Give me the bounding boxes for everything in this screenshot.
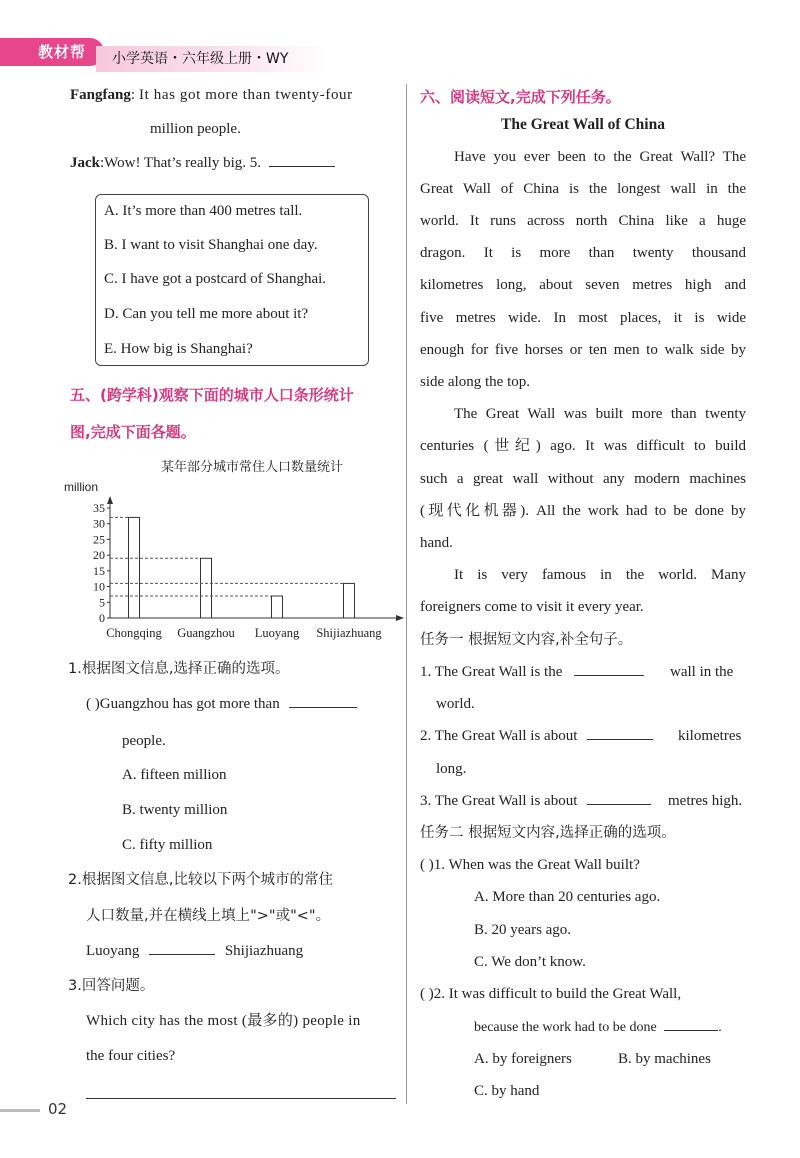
chart-bar-chongqing — [129, 517, 140, 618]
task1-s3 — [420, 790, 657, 812]
section6-heading: 六、阅读短文,完成下列任务。 — [420, 88, 621, 106]
jack-text: Wow! That’s really big. 5. — [104, 155, 261, 171]
speaker-jack: Jack — [70, 155, 100, 171]
chart-y-tick-label: 20 — [93, 548, 105, 563]
q2-line2: 人口数量,并在横线上填上">"或"<"。 — [86, 908, 331, 924]
task2-q1 — [420, 854, 640, 876]
q1-text: Guangzhou has got more than — [99, 696, 280, 712]
task1-s3-text: 3. The Great Wall is about — [420, 793, 578, 809]
task1-s2-text: 2. The Great Wall is about — [420, 728, 578, 744]
q2-line1: 2.根据图文信息,比较以下两个城市的常住 — [68, 872, 333, 888]
passage-line-8: side along the top. — [420, 374, 530, 390]
chart-y-tick-label: 30 — [93, 516, 105, 531]
q3-stem: 3.回答问题。 — [68, 978, 155, 994]
passage-line-15: foreigners come to visit it every year. — [420, 599, 644, 615]
option-a: A. It’s more than 400 metres tall. — [104, 203, 303, 219]
passage-line-14: It is very famous in the world. Many — [454, 567, 746, 583]
task2-q1-option-b: B. 20 years ago. — [474, 922, 572, 938]
chart-bar-luoyang — [272, 596, 283, 618]
task1-s3-text-b: metres high. — [668, 793, 743, 809]
jack-line: Jack:Wow! That’s really big. 5. — [70, 152, 335, 174]
passage-line-9: The Great Wall was built more than twenty — [454, 406, 746, 422]
chart-y-tick-label: 15 — [93, 563, 105, 578]
footer-bar — [0, 1109, 40, 1112]
passage-line-10: centuries (世纪) ago. It was difficult to build — [420, 438, 746, 454]
task2-q1-option-c: C. We don’t know. — [474, 954, 586, 970]
task2-q2-option-c: C. by hand — [474, 1083, 540, 1099]
q2-right-city: Shijiazhuang — [224, 943, 304, 959]
chart-x-arrow — [396, 615, 404, 621]
column-divider — [406, 84, 407, 1104]
passage-line-12: (现代化机器). All the work had to be done by — [420, 503, 746, 519]
chart-x-tick-label: Shijiazhuang — [316, 626, 382, 640]
answer-blank-5[interactable] — [269, 152, 335, 167]
passage-line-6: five metres wide. In most places, it is wide — [420, 310, 746, 326]
task2-q2-option-b: B. by machines — [618, 1051, 711, 1067]
chart-x-tick-label: Chongqing — [106, 626, 162, 640]
q2-compare — [86, 940, 303, 962]
page-number: 02 — [48, 1100, 68, 1118]
task2-q2-text: 2. It was difficult to build the Great Wall, — [433, 986, 682, 1002]
section5-heading: 五、(跨学科)观察下面的城市人口条形统计 — [70, 386, 354, 404]
task2-heading: 任务二 根据短文内容,选择正确的选项。 — [420, 825, 676, 841]
task1-blank-2[interactable] — [587, 725, 653, 740]
task1-heading: 任务一 根据短文内容,补全句子。 — [420, 632, 633, 648]
q2-left-city: Luoyang — [86, 943, 140, 959]
task1-s1-text-b: wall in the — [670, 664, 734, 680]
passage-line-13: hand. — [420, 535, 453, 551]
option-c: C. I have got a postcard of Shanghai. — [104, 271, 327, 287]
task1-s1-cont: world. — [436, 696, 475, 712]
option-b: B. I want to visit Shanghai one day. — [104, 237, 318, 253]
task2-q2-option-a: A. by foreigners — [474, 1051, 572, 1067]
chart-bar-shijiazhuang — [344, 583, 355, 618]
chart-y-tick-label: 35 — [93, 501, 105, 515]
q3-line1: Which city has the most (最多的) people in — [86, 1013, 361, 1029]
passage-line-3: world. It runs across north China like a huge — [420, 213, 746, 229]
q1-option-c: C. fifty million — [122, 837, 213, 853]
task1-blank-1[interactable] — [574, 661, 644, 676]
chart-y-tick-label: 0 — [99, 611, 105, 625]
population-bar-chart — [60, 452, 405, 644]
passage-line-2: Great Wall of China is the longest wall in the — [420, 181, 746, 197]
chart-y-tick-label: 25 — [93, 532, 105, 547]
q1-stem: 1.根据图文信息,选择正确的选项。 — [68, 661, 290, 677]
task2-q1-option-a: A. More than 20 centuries ago. — [474, 889, 661, 905]
fangfang-text: It has got more than twenty-four — [139, 87, 353, 103]
fangfang-line: Fangfang: It has got more than twenty-four — [70, 87, 353, 103]
q1-text-cont: people. — [122, 733, 166, 749]
chart-ylabel: million — [64, 480, 99, 494]
q2-blank[interactable] — [149, 940, 215, 955]
chart-x-tick-label: Guangzhou — [177, 626, 235, 640]
section5-heading-cont: 图,完成下面各题。 — [70, 423, 196, 441]
q1-answer-paren[interactable]: ( ) — [86, 696, 100, 712]
task2-q2-text-cont: because the work had to be done — [474, 1020, 657, 1035]
task1-s1-text: 1. The Great Wall is the — [420, 664, 563, 680]
q1-blank[interactable] — [289, 693, 357, 708]
task1-s2-text-b: kilometres — [678, 728, 742, 744]
chart-title: 某年部分城市常住人口数量统计 — [160, 460, 344, 475]
q1-option-b: B. twenty million — [122, 802, 228, 818]
q1-line — [86, 693, 357, 715]
task2-q2 — [420, 983, 681, 1005]
q3-line2: the four cities? — [86, 1048, 176, 1064]
task2-q1-paren[interactable]: ( ) — [420, 857, 434, 873]
speaker-fangfang: Fangfang — [70, 87, 131, 103]
task1-s1 — [420, 661, 652, 683]
passage-line-7: enough for five horses or ten men to walk side by — [420, 342, 746, 358]
option-d: D. Can you tell me more about it? — [104, 306, 309, 322]
passage-line-5: kilometres long, about seven metres high and — [420, 277, 746, 293]
task2-q1-text: 1. When was the Great Wall built? — [433, 857, 640, 873]
task1-blank-3[interactable] — [587, 790, 651, 805]
chart-x-tick-label: Luoyang — [254, 626, 300, 640]
passage-line-4: dragon. It is more than twenty thousand — [420, 245, 746, 261]
fangfang-text-cont: million people. — [150, 121, 241, 137]
option-e: E. How big is Shanghai? — [104, 341, 253, 357]
q1-option-a: A. fifteen million — [122, 767, 227, 783]
task1-s2-cont: long. — [436, 761, 467, 777]
passage-line-1: Have you ever been to the Great Wall? The — [454, 149, 746, 165]
chart-bar-guangzhou — [201, 558, 212, 618]
passage-title: The Great Wall of China — [501, 116, 665, 133]
chart-y-arrow — [107, 496, 113, 504]
chart-y-tick-label: 5 — [99, 595, 105, 610]
chart-y-tick-label: 10 — [93, 579, 105, 594]
task2-q2-blank[interactable] — [664, 1016, 718, 1031]
task2-q2-paren[interactable]: ( ) — [420, 986, 434, 1002]
header-title: 小学英语・六年级上册・WY — [112, 51, 289, 67]
header-badge: 教材帮 — [0, 38, 104, 66]
task2-q2-cont: because the work had to be done . — [474, 1016, 722, 1039]
task1-s2 — [420, 725, 659, 747]
q3-answer-line[interactable] — [86, 1098, 396, 1099]
passage-line-11: such a great wall without any modern machines — [420, 471, 746, 487]
